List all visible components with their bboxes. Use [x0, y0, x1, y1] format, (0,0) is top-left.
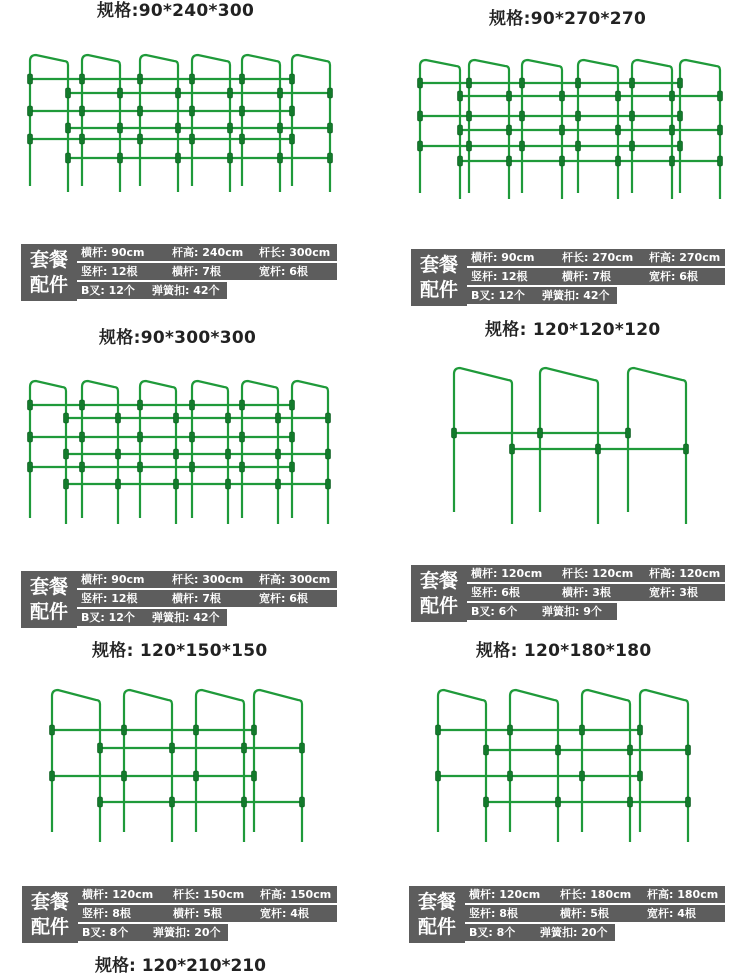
spec-cell: 横杆: 90cm [471, 251, 535, 264]
accessory-band-4 [411, 565, 725, 622]
spec-cell: 杆高: 240cm [172, 246, 244, 259]
spring-clip [190, 74, 195, 84]
spec-cell: 杆长: 300cm [172, 573, 244, 586]
spring-clip [240, 462, 245, 472]
spec-cell: 弹簧扣: 20个 [153, 926, 221, 939]
spring-clip [138, 462, 143, 472]
spring-clip [418, 78, 423, 88]
package-label [411, 249, 467, 306]
spec-cell: 杆高: 300cm [259, 573, 331, 586]
spring-clip [80, 400, 85, 410]
spring-clip [138, 106, 143, 116]
spec-rows [467, 565, 725, 622]
spec-title-2: 规格:90*270*270 [489, 9, 647, 29]
spring-clip [176, 88, 181, 98]
spec-cell: 宽杆: 3根 [649, 586, 698, 599]
spec-cell: 竖杆: 12根 [81, 265, 138, 278]
spec-cell: 杆长: 180cm [560, 888, 632, 901]
spec-row [467, 565, 725, 582]
spring-clip [226, 479, 231, 489]
spring-clip [80, 74, 85, 84]
spec-cell: 杆长: 300cm [259, 246, 331, 259]
spring-clip [226, 413, 231, 423]
spring-clip [226, 449, 231, 459]
spring-clip [228, 123, 233, 133]
spec-cell: 杆高: 150cm [260, 888, 332, 901]
spring-clip [242, 797, 247, 807]
spring-clip [576, 78, 581, 88]
spring-clip [616, 156, 621, 166]
spring-clip [616, 125, 621, 135]
trellis-post [582, 690, 630, 842]
spring-clip [66, 153, 71, 163]
spring-clip [670, 91, 675, 101]
spring-clip [418, 111, 423, 121]
trellis-drawing [448, 362, 700, 530]
spring-clip [116, 449, 121, 459]
spec-cell: 竖杆: 8根 [469, 907, 518, 920]
spec-cell: 横杆: 120cm [82, 888, 154, 901]
spec-cell: 弹簧扣: 42个 [542, 289, 610, 302]
spring-clip [290, 400, 295, 410]
spring-clip [418, 141, 423, 151]
spec-cell: 宽杆: 6根 [259, 592, 308, 605]
spring-clip [508, 771, 513, 781]
package-label-line1: 套餐 [417, 890, 456, 913]
spring-clip [276, 479, 281, 489]
spring-clip [64, 449, 69, 459]
trellis-drawing [22, 48, 342, 193]
spring-clip [638, 725, 643, 735]
spec-rows [465, 886, 725, 943]
trellis-drawing [44, 682, 314, 852]
spring-clip [190, 462, 195, 472]
trellis-post [454, 368, 512, 524]
spec-cell: 宽杆: 4根 [260, 907, 309, 920]
trellis-drawing [430, 682, 700, 852]
package-label [22, 886, 78, 943]
spec-rows [77, 571, 337, 628]
spring-clip [290, 432, 295, 442]
accessory-band-3 [21, 571, 337, 628]
spring-clip [467, 78, 472, 88]
spring-clip [278, 88, 283, 98]
spring-clip [138, 400, 143, 410]
trellis-post [242, 381, 278, 524]
spring-clip [520, 111, 525, 121]
spec-cell: 横杆: 7根 [172, 265, 221, 278]
spring-clip [326, 413, 331, 423]
spring-clip [510, 444, 515, 454]
spring-clip [80, 106, 85, 116]
trellis-post [192, 55, 230, 192]
spring-clip [116, 413, 121, 423]
spring-clip [678, 141, 683, 151]
spring-clip [50, 771, 55, 781]
spring-clip [28, 400, 33, 410]
spring-clip [484, 745, 489, 755]
spring-clip [64, 479, 69, 489]
spring-clip [28, 74, 33, 84]
spring-clip [228, 88, 233, 98]
spec-cell: 宽杆: 6根 [649, 270, 698, 283]
spring-clip [240, 74, 245, 84]
next-spec-title-partial: 规格: 120*210*210 [95, 956, 266, 976]
spring-clip [28, 462, 33, 472]
package-label-line2: 配件 [419, 278, 458, 301]
spring-clip [520, 141, 525, 151]
trellis-post [52, 690, 100, 842]
trellis-post [140, 381, 176, 524]
spring-clip [484, 797, 489, 807]
spring-clip [240, 432, 245, 442]
spring-clip [508, 725, 513, 735]
package-label-line2: 配件 [29, 600, 68, 623]
trellis-post [628, 368, 686, 524]
spring-clip [326, 479, 331, 489]
accessory-band-2 [411, 249, 725, 306]
spring-clip [686, 797, 691, 807]
spring-clip [300, 797, 305, 807]
spec-row [77, 609, 227, 626]
spec-cell: 杆高: 120cm [649, 567, 721, 580]
spec-cell: B叉: 12个 [81, 611, 135, 624]
spring-clip [630, 78, 635, 88]
spring-clip [556, 797, 561, 807]
spec-cell: 横杆: 90cm [81, 573, 145, 586]
spring-clip [242, 743, 247, 753]
package-label-line2: 配件 [417, 915, 456, 938]
trellis-post [292, 381, 328, 524]
spring-clip [507, 125, 512, 135]
spring-clip [174, 413, 179, 423]
spring-clip [80, 432, 85, 442]
spring-clip [190, 400, 195, 410]
spec-cell: 弹簧扣: 9个 [542, 605, 602, 618]
spring-clip [138, 74, 143, 84]
spec-cell: 杆高: 270cm [649, 251, 721, 264]
spring-clip [580, 771, 585, 781]
spring-clip [630, 141, 635, 151]
accessory-band-1 [21, 244, 337, 301]
spec-cell: 横杆: 5根 [560, 907, 609, 920]
spec-row [77, 282, 227, 299]
trellis-frame-4 [448, 362, 700, 530]
spring-clip [116, 479, 121, 489]
package-label-line1: 套餐 [419, 253, 458, 276]
spec-cell: 弹簧扣: 42个 [152, 611, 220, 624]
spring-clip [278, 153, 283, 163]
spring-clip [556, 745, 561, 755]
spring-clip [240, 400, 245, 410]
spring-clip [276, 413, 281, 423]
spring-clip [718, 156, 723, 166]
spring-clip [190, 432, 195, 442]
spring-clip [118, 123, 123, 133]
spec-title-3: 规格:90*300*300 [99, 328, 257, 348]
spec-cell: 弹簧扣: 42个 [152, 284, 220, 297]
spec-cell: B叉: 12个 [471, 289, 525, 302]
spec-cell: B叉: 6个 [471, 605, 518, 618]
trellis-post [292, 55, 330, 192]
spec-row [467, 287, 617, 304]
spring-clip [300, 743, 305, 753]
package-label [411, 565, 467, 622]
spring-clip [170, 743, 175, 753]
spring-clip [122, 725, 127, 735]
spring-clip [328, 123, 333, 133]
spring-clip [138, 432, 143, 442]
spec-title-4: 规格: 120*120*120 [485, 320, 661, 340]
spring-clip [278, 123, 283, 133]
package-label-line2: 配件 [29, 273, 68, 296]
spec-cell: 竖杆: 12根 [81, 592, 138, 605]
trellis-frame-2 [412, 53, 728, 203]
spring-clip [560, 91, 565, 101]
spec-cell: 杆长: 150cm [173, 888, 245, 901]
package-label-line1: 套餐 [29, 575, 68, 598]
spec-cell: B叉: 12个 [81, 284, 135, 297]
trellis-post [82, 381, 118, 524]
trellis-drawing [412, 53, 728, 203]
spring-clip [686, 745, 691, 755]
spec-row [77, 571, 337, 588]
trellis-post [254, 690, 302, 842]
spring-clip [98, 743, 103, 753]
spring-clip [138, 134, 143, 144]
spring-clip [616, 91, 621, 101]
spring-clip [328, 88, 333, 98]
accessory-band-6 [409, 886, 725, 943]
trellis-post [140, 55, 178, 192]
spring-clip [328, 153, 333, 163]
spec-cell: 横杆: 7根 [172, 592, 221, 605]
spring-clip [66, 123, 71, 133]
trellis-post [540, 368, 598, 524]
spring-clip [290, 134, 295, 144]
spec-row [78, 924, 228, 941]
spec-rows [78, 886, 337, 943]
spring-clip [684, 444, 689, 454]
spring-clip [290, 74, 295, 84]
spring-clip [718, 125, 723, 135]
spring-clip [66, 88, 71, 98]
spring-clip [50, 725, 55, 735]
trellis-post [82, 55, 120, 192]
spec-cell: 弹簧扣: 20个 [540, 926, 608, 939]
trellis-post [640, 690, 688, 842]
spring-clip [174, 449, 179, 459]
spec-row [77, 244, 337, 261]
spring-clip [122, 771, 127, 781]
spring-clip [80, 462, 85, 472]
spring-clip [174, 479, 179, 489]
trellis-frame-6 [430, 682, 700, 852]
trellis-post [510, 690, 558, 842]
spring-clip [118, 153, 123, 163]
spring-clip [560, 125, 565, 135]
spring-clip [670, 125, 675, 135]
spec-cell: 宽杆: 4根 [647, 907, 696, 920]
spring-clip [596, 444, 601, 454]
package-label-line1: 套餐 [30, 890, 69, 913]
spring-clip [538, 428, 543, 438]
spring-clip [467, 141, 472, 151]
spec-row [467, 584, 725, 601]
spring-clip [718, 91, 723, 101]
spec-cell: 竖杆: 6根 [471, 586, 520, 599]
spring-clip [176, 153, 181, 163]
spring-clip [118, 88, 123, 98]
spring-clip [276, 449, 281, 459]
spec-cell: 横杆: 5根 [173, 907, 222, 920]
trellis-post [30, 381, 66, 524]
spring-clip [452, 428, 457, 438]
trellis-post [242, 55, 280, 192]
package-label-line1: 套餐 [29, 248, 68, 271]
spring-clip [240, 106, 245, 116]
spec-title-1: 规格:90*240*300 [97, 1, 255, 21]
trellis-post [196, 690, 244, 842]
spring-clip [576, 111, 581, 121]
spring-clip [458, 125, 463, 135]
spec-row [78, 905, 337, 922]
spring-clip [190, 106, 195, 116]
spec-cell: 横杆: 90cm [81, 246, 145, 259]
spring-clip [678, 111, 683, 121]
spec-rows [467, 249, 725, 306]
trellis-frame-5 [44, 682, 314, 852]
spring-clip [626, 428, 631, 438]
spring-clip [28, 134, 33, 144]
spring-clip [628, 745, 633, 755]
package-label-line2: 配件 [30, 915, 69, 938]
spring-clip [560, 156, 565, 166]
spec-cell: B叉: 8个 [469, 926, 516, 939]
spring-clip [252, 725, 257, 735]
trellis-post [30, 55, 68, 192]
spec-row [78, 886, 337, 903]
spring-clip [194, 771, 199, 781]
spring-clip [630, 111, 635, 121]
spec-row [465, 924, 615, 941]
spring-clip [507, 156, 512, 166]
spring-clip [670, 156, 675, 166]
spec-cell: 杆长: 120cm [562, 567, 634, 580]
spec-cell: 竖杆: 8根 [82, 907, 131, 920]
spec-cell: 横杆: 120cm [471, 567, 543, 580]
spring-clip [638, 771, 643, 781]
spring-clip [458, 91, 463, 101]
spec-cell: 横杆: 7根 [562, 270, 611, 283]
spring-clip [326, 449, 331, 459]
spring-clip [458, 156, 463, 166]
trellis-post [420, 60, 460, 199]
spec-title-5: 规格: 120*150*150 [92, 641, 268, 661]
spring-clip [467, 111, 472, 121]
spec-row [465, 886, 725, 903]
package-label [21, 244, 77, 301]
package-label [409, 886, 465, 943]
trellis-post [124, 690, 172, 842]
spec-cell: 横杆: 120cm [469, 888, 541, 901]
spring-clip [520, 78, 525, 88]
spring-clip [507, 91, 512, 101]
spec-cell: 横杆: 3根 [562, 586, 611, 599]
spec-row [77, 263, 337, 280]
spec-cell: B叉: 8个 [82, 926, 129, 939]
spring-clip [170, 797, 175, 807]
package-label [21, 571, 77, 628]
spring-clip [678, 78, 683, 88]
spec-rows [77, 244, 337, 301]
spring-clip [28, 106, 33, 116]
spec-row [467, 249, 725, 266]
spring-clip [290, 462, 295, 472]
trellis-frame-1 [22, 48, 342, 193]
spring-clip [98, 797, 103, 807]
spring-clip [436, 771, 441, 781]
spring-clip [628, 797, 633, 807]
spring-clip [190, 134, 195, 144]
trellis-post [438, 690, 486, 842]
spring-clip [28, 432, 33, 442]
spring-clip [576, 141, 581, 151]
spec-row [467, 268, 725, 285]
spec-cell: 杆高: 180cm [647, 888, 719, 901]
spec-row [465, 905, 725, 922]
spec-row [467, 603, 617, 620]
package-label-line2: 配件 [419, 594, 458, 617]
spring-clip [228, 153, 233, 163]
spec-row [77, 590, 337, 607]
trellis-post [192, 381, 228, 524]
spring-clip [240, 134, 245, 144]
spec-cell: 杆长: 270cm [562, 251, 634, 264]
trellis-drawing [22, 374, 342, 524]
accessory-band-5 [22, 886, 337, 943]
spec-cell: 竖杆: 12根 [471, 270, 528, 283]
spring-clip [580, 725, 585, 735]
spring-clip [290, 106, 295, 116]
spring-clip [80, 134, 85, 144]
package-label-line1: 套餐 [419, 569, 458, 592]
spring-clip [194, 725, 199, 735]
spring-clip [64, 413, 69, 423]
spring-clip [436, 725, 441, 735]
spec-title-6: 规格: 120*180*180 [476, 641, 652, 661]
trellis-frame-3 [22, 374, 342, 524]
spring-clip [176, 123, 181, 133]
spec-cell: 宽杆: 6根 [259, 265, 308, 278]
spring-clip [252, 771, 257, 781]
